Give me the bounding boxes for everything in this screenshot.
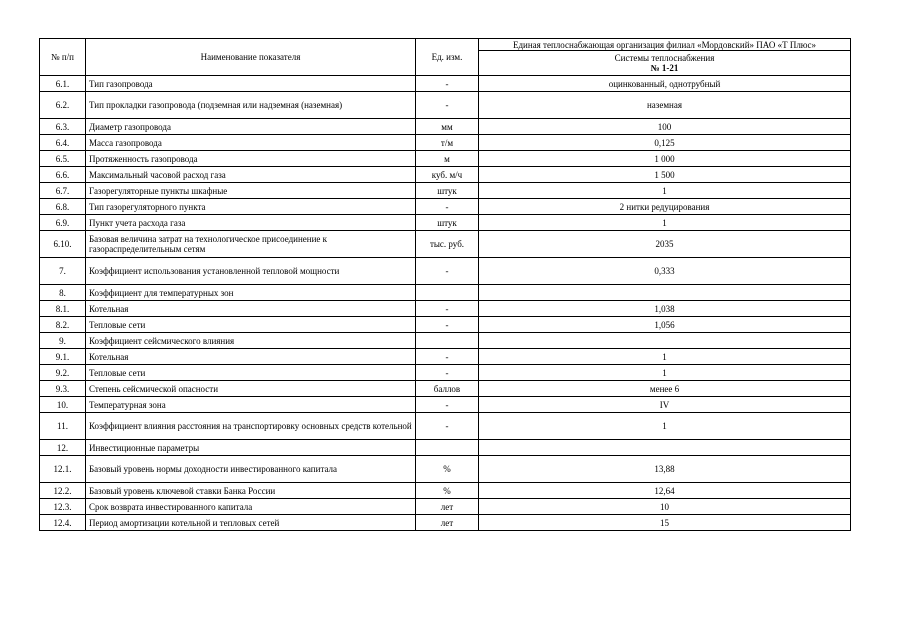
row-value [479,285,851,301]
row-name: Диаметр газопровода [86,119,416,135]
table-row [40,515,851,531]
row-unit: - [416,92,479,119]
row-number: 6.1. [40,76,86,92]
row-number: 7. [40,258,86,285]
row-number: 6.9. [40,215,86,231]
row-value: 10 [479,499,851,515]
row-value: 2 нитки редуцирования [479,199,851,215]
row-name: Котельная [86,349,416,365]
table-row [40,440,851,456]
row-name: Масса газопровода [86,135,416,151]
row-unit: - [416,258,479,285]
row-number: 9.2. [40,365,86,381]
row-unit: мм [416,119,479,135]
row-value: 2035 [479,231,851,258]
row-value: наземная [479,92,851,119]
row-number: 9.1. [40,349,86,365]
header-num: № п/п [40,39,86,76]
row-unit: лет [416,499,479,515]
row-number: 8. [40,285,86,301]
row-unit: штук [416,183,479,199]
row-name: Период амортизации котельной и тепловых сетей [86,515,416,531]
row-value: 1,038 [479,301,851,317]
row-number: 12.3. [40,499,86,515]
row-value: 1 [479,183,851,199]
row-number: 6.6. [40,167,86,183]
row-name: Газорегуляторные пункты шкафные [86,183,416,199]
row-value: 1,056 [479,317,851,333]
row-number: 6.10. [40,231,86,258]
table-row [40,483,851,499]
header-org: Единая теплоснабжающая организация филиал «Мордовский» ПАО «Т Плюс» [479,39,851,51]
row-unit: - [416,413,479,440]
row-name: Максимальный часовой расход газа [86,167,416,183]
row-value: IV [479,397,851,413]
row-value: 1 500 [479,167,851,183]
row-name: Инвестиционные параметры [86,440,416,456]
row-value [479,440,851,456]
row-value: 1 000 [479,151,851,167]
row-value: 0,125 [479,135,851,151]
indicators-table [39,38,851,531]
table-row [40,317,851,333]
row-unit: - [416,199,479,215]
row-unit: - [416,76,479,92]
header-systems [479,51,851,76]
row-name: Тип прокладки газопровода (подземная или надземная (наземная) [86,92,416,119]
row-number: 12.1. [40,456,86,483]
row-unit: - [416,301,479,317]
row-number: 6.5. [40,151,86,167]
row-number: 10. [40,397,86,413]
row-unit: % [416,456,479,483]
row-name: Степень сейсмической опасности [86,381,416,397]
row-name: Пункт учета расхода газа [86,215,416,231]
table-row [40,167,851,183]
row-number: 6.4. [40,135,86,151]
row-unit: баллов [416,381,479,397]
row-unit: тыс. руб. [416,231,479,258]
row-unit: м [416,151,479,167]
header-systems-number: № 1-21 [650,63,679,73]
table-row [40,413,851,440]
table-row [40,183,851,199]
row-value: 1 [479,349,851,365]
row-value: оцинкованный, однотрубный [479,76,851,92]
row-name: Тип газорегуляторного пункта [86,199,416,215]
table-row [40,333,851,349]
row-unit: - [416,365,479,381]
table-row [40,199,851,215]
header-unit: Ед. изм. [416,39,479,76]
table-row [40,258,851,285]
row-unit: % [416,483,479,499]
row-number: 6.2. [40,92,86,119]
table-row [40,285,851,301]
row-value: менее 6 [479,381,851,397]
row-name: Протяженность газопровода [86,151,416,167]
row-unit [416,333,479,349]
row-number: 9.3. [40,381,86,397]
row-name: Коэффициент сейсмического влияния [86,333,416,349]
row-unit [416,440,479,456]
row-name: Тепловые сети [86,365,416,381]
row-name: Коэффициент использования установленной тепловой мощности [86,258,416,285]
table-row [40,135,851,151]
table-row [40,92,851,119]
table-row [40,231,851,258]
row-value: 1 [479,365,851,381]
table-row [40,365,851,381]
row-value: 15 [479,515,851,531]
row-unit: куб. м/ч [416,167,479,183]
row-number: 12.2. [40,483,86,499]
table-row [40,76,851,92]
row-name: Температурная зона [86,397,416,413]
row-number: 6.7. [40,183,86,199]
table-body [40,76,851,531]
row-value: 100 [479,119,851,135]
row-name: Коэффициент для температурных зон [86,285,416,301]
table-row [40,151,851,167]
row-unit: лет [416,515,479,531]
row-name: Коэффициент влияния расстояния на транспортировку основных средств котельной [86,413,416,440]
row-unit: - [416,317,479,333]
row-number: 6.8. [40,199,86,215]
row-unit: - [416,349,479,365]
row-number: 12. [40,440,86,456]
header-systems-label: Системы теплоснабжения [614,53,715,63]
row-number: 11. [40,413,86,440]
row-value: 12,64 [479,483,851,499]
header-name: Наименование показателя [86,39,416,76]
table-row [40,301,851,317]
row-number: 6.3. [40,119,86,135]
table-row [40,381,851,397]
row-name: Тип газопровода [86,76,416,92]
row-unit: штук [416,215,479,231]
row-value [479,333,851,349]
row-unit: - [416,397,479,413]
table-row [40,397,851,413]
table-row [40,456,851,483]
row-name: Базовая величина затрат на технологическое присоединение к газораспределительным сетям [86,231,416,258]
row-unit [416,285,479,301]
table-row [40,499,851,515]
row-name: Базовый уровень нормы доходности инвестированного капитала [86,456,416,483]
table-row [40,119,851,135]
row-name: Базовый уровень ключевой ставки Банка России [86,483,416,499]
row-number: 9. [40,333,86,349]
row-number: 12.4. [40,515,86,531]
row-number: 8.1. [40,301,86,317]
row-name: Срок возврата инвестированного капитала [86,499,416,515]
row-name: Тепловые сети [86,317,416,333]
table-row [40,215,851,231]
row-unit: т/м [416,135,479,151]
row-value: 13,88 [479,456,851,483]
row-name: Котельная [86,301,416,317]
row-value: 0,333 [479,258,851,285]
row-value: 1 [479,413,851,440]
table-row [40,349,851,365]
row-value: 1 [479,215,851,231]
row-number: 8.2. [40,317,86,333]
